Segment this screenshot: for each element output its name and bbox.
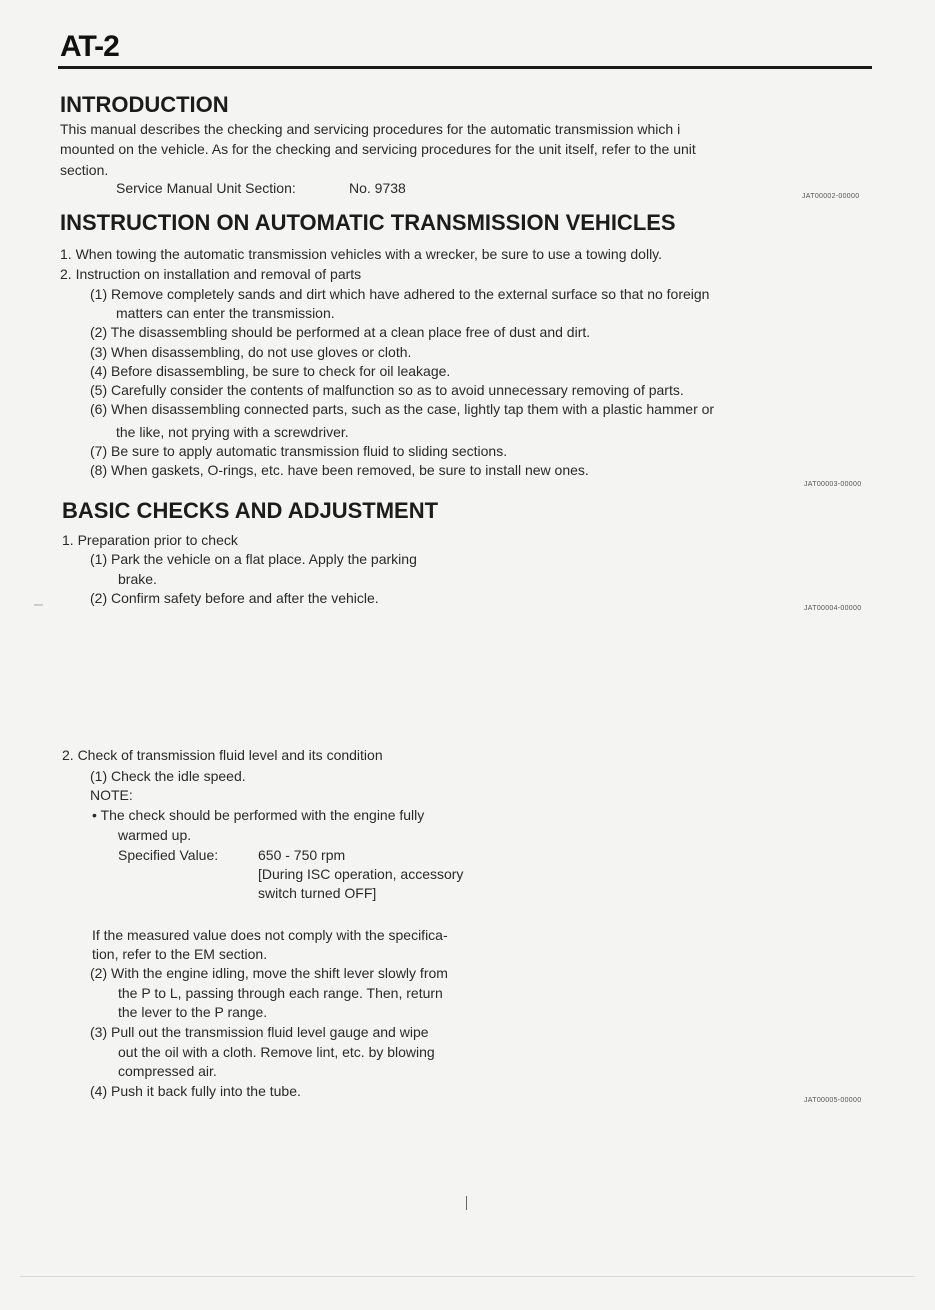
spec-label: Specified Value:	[118, 847, 219, 863]
fluid-line: compressed air.	[118, 1063, 217, 1079]
intro-line: section.	[60, 162, 109, 178]
header-rule	[58, 66, 872, 69]
spec-value: switch turned OFF]	[258, 885, 377, 901]
center-tick	[466, 1196, 467, 1210]
ref-code: JAT00003-00000	[804, 481, 862, 488]
fluid-line: the P to L, passing through each range. Then, return	[118, 985, 443, 1001]
note-label: NOTE:	[90, 787, 133, 803]
intro-line: mounted on the vehicle. As for the checking and servicing procedures for the unit itself, refer to the unit	[60, 141, 696, 157]
intro-line: This manual describes the checking and servicing procedures for the automatic transmission which i	[60, 121, 681, 137]
page-id: AT-2	[60, 30, 119, 63]
instruction-line: (5) Carefully consider the contents of malfunction so as to avoid unnecessary removing of parts.	[90, 382, 684, 398]
ref-code: JAT00005-00000	[804, 1097, 862, 1104]
unit-section-value: No. 9738	[349, 180, 406, 196]
prep-line: (1) Park the vehicle on a flat place. Apply the parking	[90, 551, 417, 567]
margin-mark: –	[34, 596, 43, 613]
prep-line: (2) Confirm safety before and after the vehicle.	[90, 590, 379, 606]
fluid-line: If the measured value does not comply with the specifica-	[92, 927, 448, 943]
unit-section-label: Service Manual Unit Section:	[116, 180, 296, 196]
scan-edge-line	[20, 1276, 915, 1277]
intro-heading: INTRODUCTION	[60, 92, 229, 117]
instruction-line: (2) The disassembling should be performed at a clean place free of dust and dirt.	[90, 324, 591, 340]
instruction-line: 1. When towing the automatic transmission vehicles with a wrecker, be sure to use a towing dolly.	[60, 246, 663, 262]
prep-line: 1. Preparation prior to check	[62, 532, 238, 548]
spec-value: [During ISC operation, accessory	[258, 866, 464, 882]
fluid-line: tion, refer to the EM section.	[92, 946, 268, 962]
fluid-line: out the oil with a cloth. Remove lint, etc. by blowing	[118, 1044, 435, 1060]
instruction-line: 2. Instruction on installation and removal of parts	[60, 266, 362, 282]
instruction-line: matters can enter the transmission.	[116, 305, 335, 321]
prep-line: brake.	[118, 571, 157, 587]
fluid-line: • The check should be performed with the engine fully	[92, 807, 425, 823]
instruction-line: (1) Remove completely sands and dirt which have adhered to the external surface so that no foreign	[90, 286, 710, 302]
fluid-line: (2) With the engine idling, move the shift lever slowly from	[90, 965, 448, 981]
instruction-line: (7) Be sure to apply automatic transmission fluid to sliding sections.	[90, 443, 508, 459]
instruction-line: the like, not prying with a screwdriver.	[116, 424, 349, 440]
fluid-line: (3) Pull out the transmission fluid level gauge and wipe	[90, 1024, 429, 1040]
spec-value: 650 - 750 rpm	[258, 847, 346, 863]
fluid-line: warmed up.	[118, 827, 192, 843]
instruction-line: (3) When disassembling, do not use gloves or cloth.	[90, 344, 412, 360]
instruction-line: (4) Before disassembling, be sure to check for oil leakage.	[90, 363, 451, 379]
fluid-line: (1) Check the idle speed.	[90, 768, 246, 784]
fluid-line: 2. Check of transmission fluid level and its condition	[62, 747, 383, 763]
ref-code: JAT00002-00000	[802, 193, 860, 200]
basic-heading: BASIC CHECKS AND ADJUSTMENT	[62, 498, 439, 523]
instruction-line: (6) When disassembling connected parts, such as the case, lightly tap them with a plastic hammer or	[90, 401, 715, 417]
fluid-line: (4) Push it back fully into the tube.	[90, 1083, 301, 1099]
instruction-heading: INSTRUCTION ON AUTOMATIC TRANSMISSION VEHICLES	[60, 210, 676, 235]
ref-code: JAT00004-00000	[804, 605, 862, 612]
fluid-line: the lever to the P range.	[118, 1004, 268, 1020]
instruction-line: (8) When gaskets, O-rings, etc. have been removed, be sure to install new ones.	[90, 462, 589, 478]
